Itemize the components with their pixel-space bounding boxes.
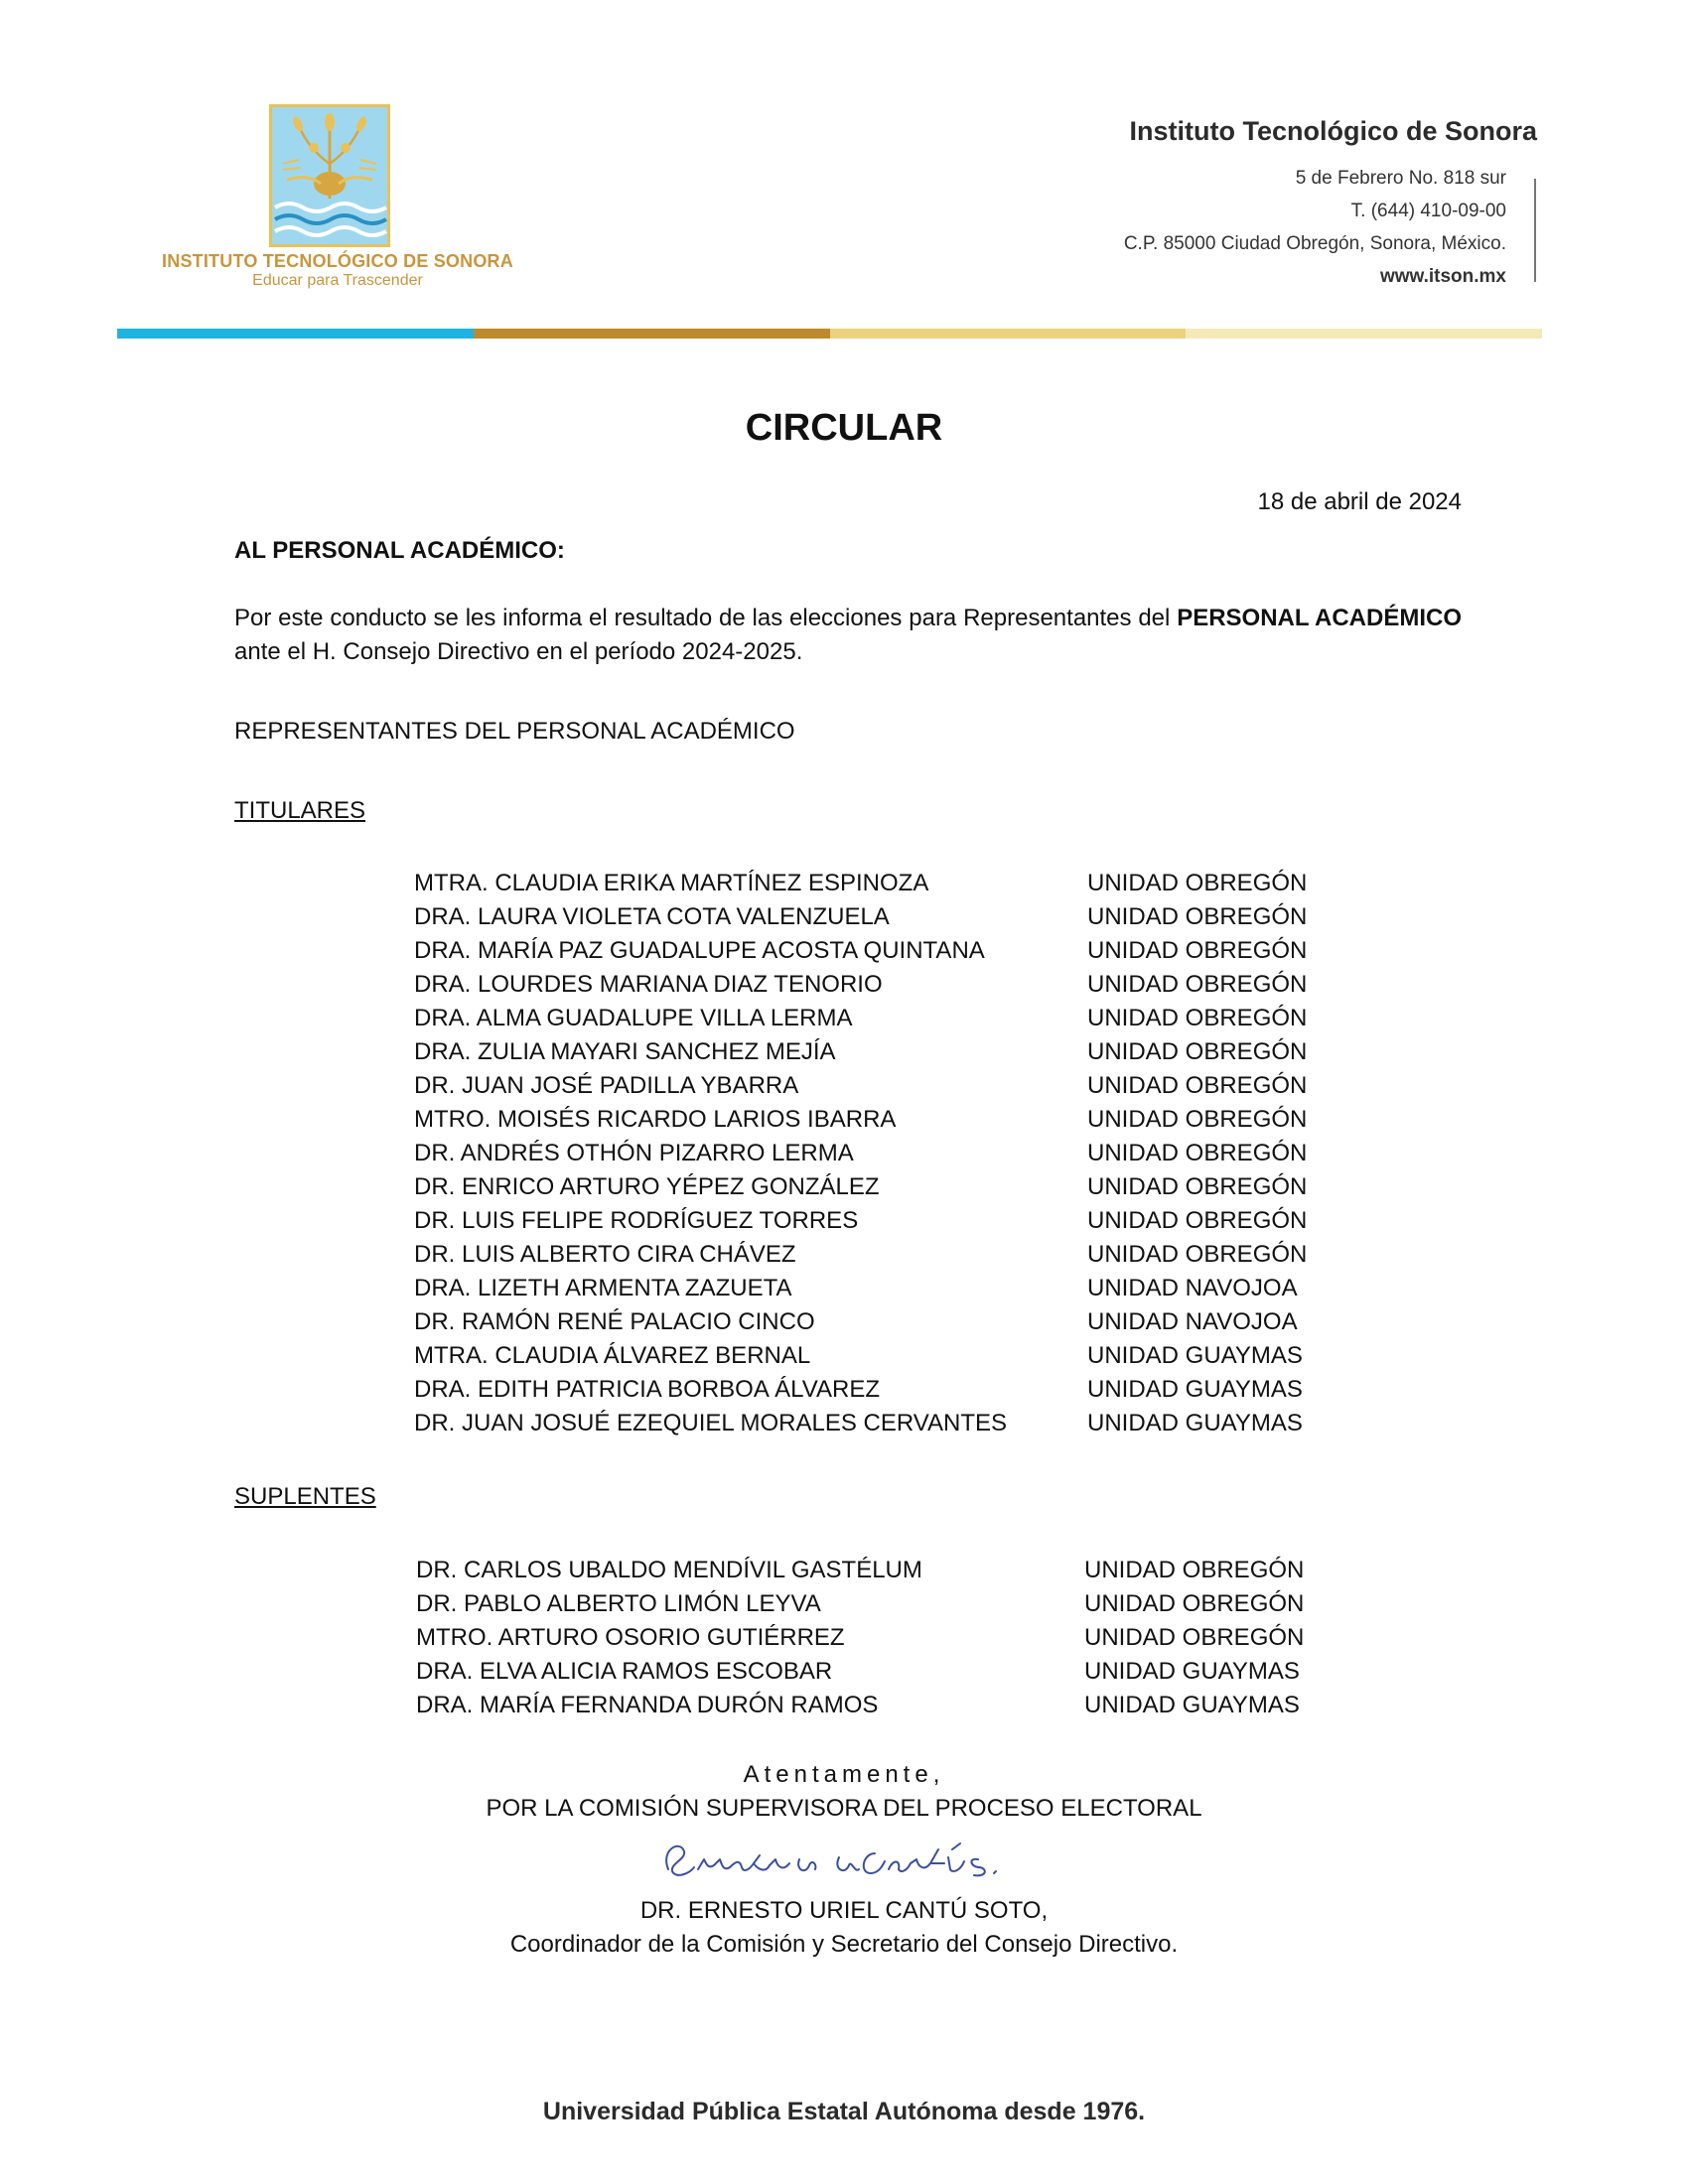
titulares-row — [414, 1173, 1308, 1207]
address-city: C.P. 85000 Ciudad Obregón, Sonora, México. — [1123, 233, 1506, 254]
titulares-row — [414, 1410, 1308, 1443]
member-unit: UNIDAD OBREGÓN — [1087, 903, 1308, 930]
color-bar-segment-bronze — [474, 329, 830, 339]
member-unit: UNIDAD OBREGÓN — [1087, 1207, 1308, 1234]
titulares-row — [414, 937, 1308, 971]
closing-salutation: Atentamente, — [743, 1761, 945, 1788]
header-color-bar — [117, 329, 1542, 339]
intro-paragraph — [234, 602, 1462, 669]
titulares-row — [414, 1140, 1308, 1173]
logo-motto: Educar para Trascender — [252, 272, 423, 289]
member-unit: UNIDAD GUAYMAS — [1084, 1692, 1300, 1718]
member-unit: UNIDAD OBREGÓN — [1087, 1140, 1308, 1166]
member-name: DR. CARLOS UBALDO MENDÍVIL GASTÉLUM — [416, 1557, 922, 1583]
titulares-row — [414, 1308, 1308, 1342]
member-name: DRA. LIZETH ARMENTA ZAZUETA — [414, 1275, 792, 1301]
representatives-heading: REPRESENTANTES DEL PERSONAL ACADÉMICO — [234, 718, 795, 745]
member-name: MTRO. MOISÉS RICARDO LARIOS IBARRA — [414, 1106, 897, 1133]
titulares-heading: TITULARES — [234, 797, 366, 824]
member-name: DR. JUAN JOSUÉ EZEQUIEL MORALES CERVANTES — [414, 1410, 1008, 1436]
titulares-row — [414, 1342, 1308, 1376]
member-unit: UNIDAD GUAYMAS — [1087, 1410, 1303, 1436]
signer-title: Coordinador de la Comisión y Secretario del Consejo Directivo. — [509, 1931, 1179, 1958]
logo-institution-name: INSTITUTO TECNOLÓGICO DE SONORA — [162, 251, 513, 271]
suplentes-list — [416, 1557, 1310, 1725]
member-name: DRA. LOURDES MARIANA DIAZ TENORIO — [414, 971, 883, 998]
titulares-row — [414, 1106, 1308, 1140]
member-name: MTRO. ARTURO OSORIO GUTIÉRREZ — [416, 1624, 845, 1651]
member-unit: UNIDAD OBREGÓN — [1087, 1038, 1308, 1065]
member-unit: UNIDAD NAVOJOA — [1087, 1275, 1298, 1301]
color-bar-segment-gold — [830, 329, 1187, 339]
member-unit: UNIDAD OBREGÓN — [1087, 870, 1308, 896]
suplentes-row — [416, 1590, 1310, 1624]
titulares-row — [414, 1072, 1308, 1106]
titulares-row — [414, 1376, 1308, 1410]
member-unit: UNIDAD OBREGÓN — [1087, 1241, 1308, 1268]
member-name: DRA. LAURA VIOLETA COTA VALENZUELA — [414, 903, 890, 930]
titulares-row — [414, 1207, 1308, 1241]
address-divider — [1534, 179, 1536, 282]
titulares-row — [414, 1241, 1308, 1275]
titulares-row — [414, 971, 1308, 1005]
titulares-row — [414, 870, 1308, 903]
member-name: MTRA. CLAUDIA ÁLVAREZ BERNAL — [414, 1342, 811, 1369]
member-name: DR. LUIS ALBERTO CIRA CHÁVEZ — [414, 1241, 796, 1268]
titulares-row — [414, 1038, 1308, 1072]
suplentes-row — [416, 1692, 1310, 1725]
member-name: DR. LUIS FELIPE RODRÍGUEZ TORRES — [414, 1207, 859, 1234]
suplentes-row — [416, 1557, 1310, 1590]
commission-name: POR LA COMISIÓN SUPERVISORA DEL PROCESO ELECTORAL — [486, 1795, 1202, 1822]
intro-text-bold: PERSONAL ACADÉMICO — [1177, 605, 1463, 631]
institution-name: Instituto Tecnológico de Sonora — [1129, 116, 1537, 146]
document-title: CIRCULAR — [745, 407, 943, 449]
titulares-row — [414, 1005, 1308, 1038]
member-unit: UNIDAD OBREGÓN — [1087, 1005, 1308, 1031]
member-name: DR. JUAN JOSÉ PADILLA YBARRA — [414, 1072, 799, 1099]
member-unit: UNIDAD OBREGÓN — [1084, 1624, 1305, 1651]
member-unit: UNIDAD GUAYMAS — [1084, 1658, 1300, 1685]
address-phone: T. (644) 410-09-00 — [1350, 201, 1506, 221]
member-unit: UNIDAD OBREGÓN — [1087, 1072, 1308, 1099]
intro-text-b: ante el H. Consejo Directivo en el período 2024-2025. — [234, 638, 803, 665]
member-unit: UNIDAD OBREGÓN — [1087, 971, 1308, 998]
suplentes-row — [416, 1624, 1310, 1658]
handwritten-signature — [650, 1830, 1008, 1889]
signer-name: DR. ERNESTO URIEL CANTÚ SOTO, — [639, 1897, 1049, 1924]
member-unit: UNIDAD GUAYMAS — [1087, 1342, 1303, 1369]
document-date: 18 de abril de 2024 — [1257, 488, 1462, 515]
suplentes-heading: SUPLENTES — [234, 1483, 376, 1510]
member-name: DRA. EDITH PATRICIA BORBOA ÁLVAREZ — [414, 1376, 880, 1403]
titulares-list — [414, 870, 1308, 1443]
member-unit: UNIDAD OBREGÓN — [1087, 1173, 1308, 1200]
member-unit: UNIDAD GUAYMAS — [1087, 1376, 1303, 1403]
member-unit: UNIDAD NAVOJOA — [1087, 1308, 1298, 1335]
member-name: DR. PABLO ALBERTO LIMÓN LEYVA — [416, 1590, 821, 1617]
suplentes-row — [416, 1658, 1310, 1692]
titulares-row — [414, 903, 1308, 937]
member-name: MTRA. CLAUDIA ERIKA MARTÍNEZ ESPINOZA — [414, 870, 929, 896]
member-name: DRA. MARÍA FERNANDA DURÓN RAMOS — [416, 1692, 879, 1718]
member-unit: UNIDAD OBREGÓN — [1087, 1106, 1308, 1133]
member-name: DRA. ELVA ALICIA RAMOS ESCOBAR — [416, 1658, 833, 1685]
member-unit: UNIDAD OBREGÓN — [1084, 1557, 1305, 1583]
member-name: DRA. ZULIA MAYARI SANCHEZ MEJÍA — [414, 1038, 836, 1065]
member-unit: UNIDAD OBREGÓN — [1087, 937, 1308, 964]
footer-text: Universidad Pública Estatal Autónoma desde 1976. — [542, 2098, 1146, 2125]
member-name: DRA. ALMA GUADALUPE VILLA LERMA — [414, 1005, 853, 1031]
member-name: DR. ENRICO ARTURO YÉPEZ GONZÁLEZ — [414, 1173, 880, 1200]
member-name: DRA. MARÍA PAZ GUADALUPE ACOSTA QUINTANA — [414, 937, 985, 964]
color-bar-segment-blue — [117, 329, 474, 339]
member-name: DR. ANDRÉS OTHÓN PIZARRO LERMA — [414, 1140, 854, 1166]
intro-text-a: Por este conducto se les informa el resultado de las elecciones para Representantes del — [234, 605, 1171, 631]
itson-logo-emblem — [269, 104, 390, 247]
address-street: 5 de Febrero No. 818 sur — [1295, 168, 1506, 189]
salutation: AL PERSONAL ACADÉMICO: — [234, 537, 565, 564]
member-unit: UNIDAD OBREGÓN — [1084, 1590, 1305, 1617]
color-bar-segment-cream — [1186, 329, 1542, 339]
member-name: DR. RAMÓN RENÉ PALACIO CINCO — [414, 1308, 815, 1335]
titulares-row — [414, 1275, 1308, 1308]
website-link[interactable]: www.itson.mx — [1379, 266, 1506, 287]
